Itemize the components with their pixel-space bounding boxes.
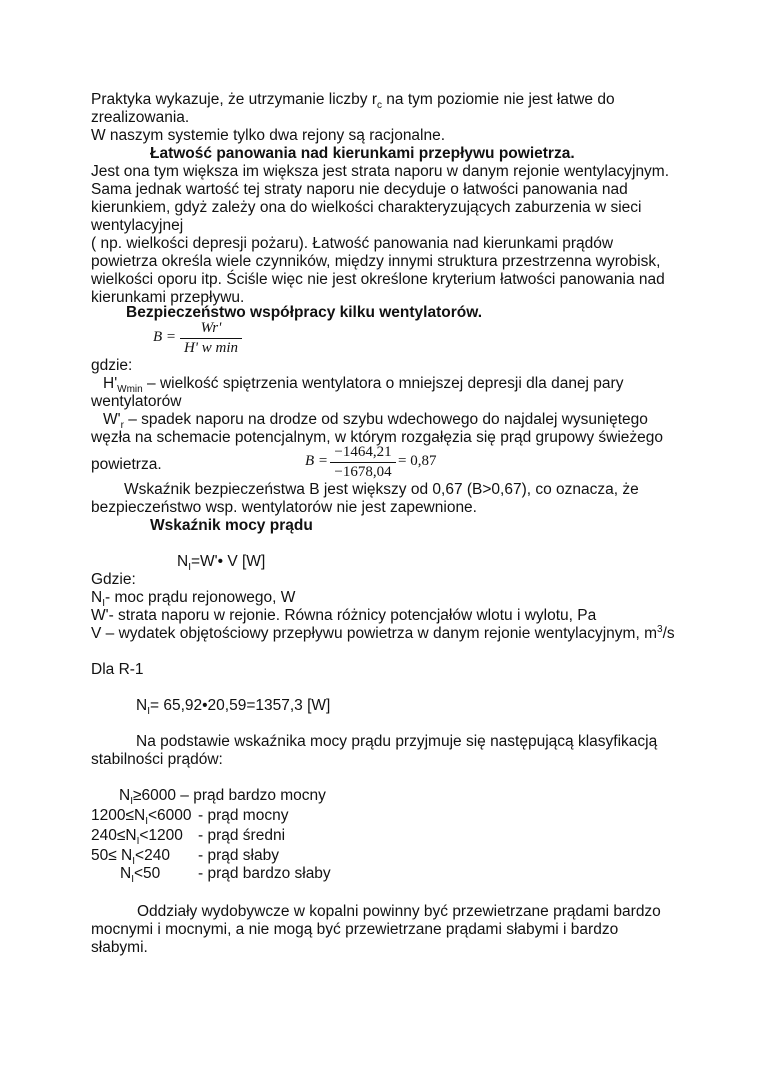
fraction-bar	[180, 338, 242, 339]
class-label: - prąd średni	[198, 827, 286, 844]
paragraph-line: W naszym systemie tylko dwa rejony są racjonalne.	[91, 127, 446, 144]
legend-line: $N_I-$ moc prądu rejonowego, W	[91, 589, 296, 610]
class-row: $N_I\ge 6000$ – prąd bardzo mocny	[119, 787, 326, 808]
definition-line: $W'_r$ – spadek naporu na drodze od szybu wdechowego do najdalej wysuniętego	[103, 411, 648, 432]
formula-result: = 0,87	[398, 453, 437, 469]
paragraph-line: stabilności prądów:	[91, 751, 223, 768]
class-label: - prąd bardzo słaby	[198, 865, 331, 882]
class-row: $50\le N_I<240$	[91, 847, 170, 868]
paragraph-line: zrealizowania.	[91, 109, 190, 126]
definition-line: wentylatorów	[91, 393, 182, 410]
paragraph-line: Praktyka wykazuje, że utrzymanie liczby $r_c$ na tym poziomie nie jest łatwe do	[91, 91, 615, 112]
paragraph-line: wielkości oporu itp. Ściśle więc nie jest określone kryterium łatwości panowania nad	[91, 271, 665, 288]
formula-denominator: H' w min	[183, 340, 239, 356]
paragraph-line: gdzie:	[91, 357, 133, 374]
paragraph-line: mocnymi i mocnymi, a nie mogą być przewietrzane prądami słabymi i bardzo	[91, 921, 619, 938]
paragraph-line: Gdzie:	[91, 571, 136, 588]
paragraph-line: wentylacyjnej	[91, 217, 184, 234]
formula-fraction	[180, 320, 242, 357]
paragraph-line: Wskaźnik bezpieczeństwa B jest większy od 0,67 (B>0,67), co oznacza, że	[124, 481, 639, 498]
formula-denominator: −1678,04	[334, 464, 392, 480]
class-label: - prąd słaby	[198, 847, 279, 864]
formula-power: $N_I=W'•$ V [W]	[177, 553, 266, 574]
class-row: $1200\le N_I<6000$	[91, 807, 192, 828]
formula-lhs: B =	[153, 329, 177, 345]
class-row: $240\le N_I<1200$	[91, 827, 183, 848]
legend-line: W'- strata naporu w rejonie. Równa różnicy potencjałów wlotu i wylotu, Pa	[91, 607, 597, 624]
formula-numerator: Wr'	[200, 320, 222, 336]
paragraph-line: Jest ona tym większa im większa jest strata naporu w danym rejonie wentylacyjnym.	[91, 163, 670, 180]
definition-line: $H'_{Wmin}$ – wielkość spiętrzenia wentylatora o mniejszej depresji dla danej pary	[103, 375, 624, 396]
paragraph-line: Oddziały wydobywcze w kopalni powinny być przewietrzane prądami bardzo	[137, 903, 661, 920]
fraction-bar	[330, 462, 396, 463]
paragraph-line: kierunkami przepływu.	[91, 289, 245, 306]
formula-lhs: B =	[305, 453, 329, 469]
class-label: - prąd mocny	[198, 807, 289, 824]
class-row: $N_I<50$	[120, 865, 161, 886]
paragraph-line: bezpieczeństwo wsp. wentylatorów nie jest zapewnione.	[91, 499, 477, 516]
paragraph-line: słabymi.	[91, 939, 148, 956]
paragraph-line: kierunkiem, gdyż zależy ona do wielkości charakteryzujących zaburzenia w sieci	[91, 199, 642, 216]
paragraph-line: Na podstawie wskaźnika mocy prądu przyjmuje się następującą klasyfikacją	[136, 733, 658, 750]
section-heading: Wskaźnik mocy prądu	[150, 517, 313, 534]
definition-line: węzła na schemacie potencjalnym, w którym rozgałęzia się prąd grupowy świeżego	[91, 429, 664, 446]
definition-line: powietrza.	[91, 456, 162, 473]
case-label: Dla R-1	[91, 661, 144, 678]
formula-fraction	[330, 444, 396, 481]
section-heading: Łatwość panowania nad kierunkami przepływu powietrza.	[150, 145, 575, 162]
paragraph-line: Sama jednak wartość tej straty naporu nie decyduje o łatwości panowania nad	[91, 181, 628, 198]
calculation: $N_I=$ 65,92•20,59=1357,3 [W]	[136, 697, 331, 718]
formula-numerator: −1464,21	[334, 444, 392, 460]
legend-line: V – wydatek objętościowy przepływu powietrza w danym rejonie wentylacyjnym, $m^3/s$	[91, 623, 675, 642]
paragraph-line: ( np. wielkości depresji pożaru). Łatwość panowania nad kierunkami prądów	[91, 235, 614, 252]
paragraph-line: powietrza określa wiele czynników, między innymi struktura przestrzenna wyrobisk,	[91, 253, 661, 270]
section-heading: Bezpieczeństwo współpracy kilku wentylatorów.	[126, 304, 483, 321]
